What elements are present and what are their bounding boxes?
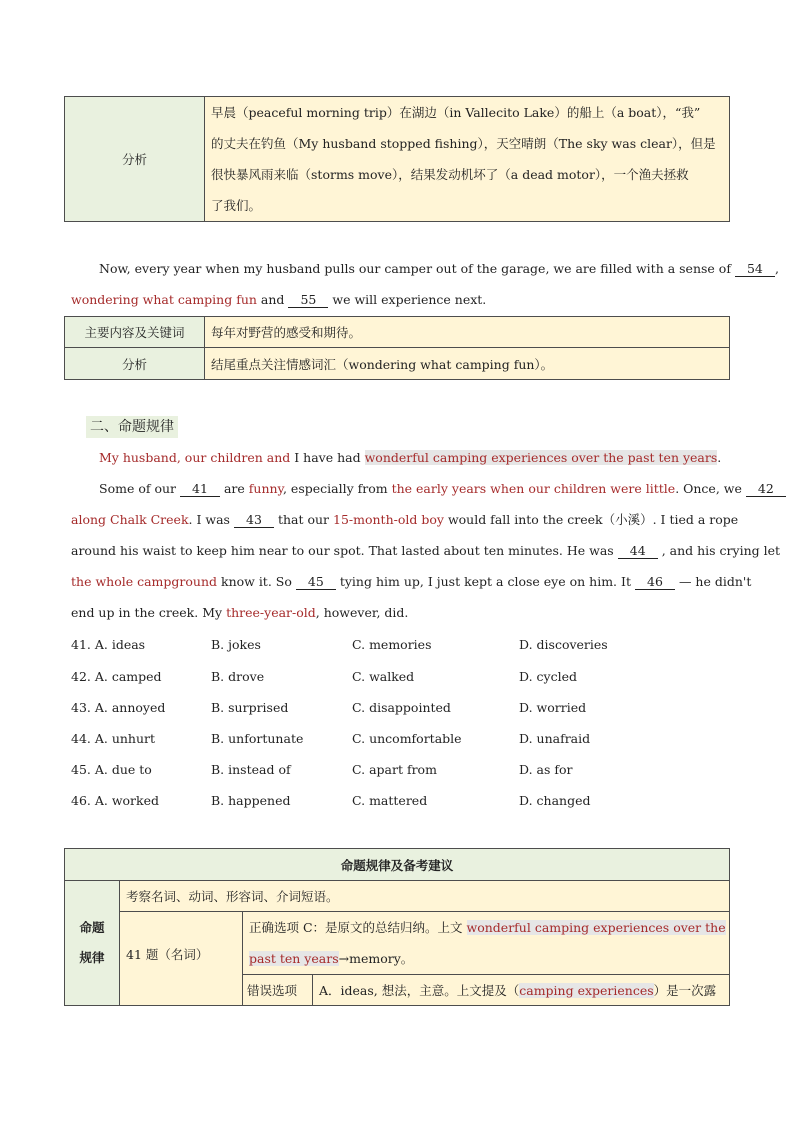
blank-42: 42 (746, 482, 786, 497)
option-d: D. changed (519, 793, 591, 808)
option-a: 46. A. worked (71, 793, 160, 808)
option-c: C. apart from (352, 762, 437, 777)
option-c: C. walked (352, 669, 415, 684)
analysis-label: 分析 (65, 97, 205, 222)
correct-option-text: 正确选项 C：是原文的总结归纳。上文 wonderful camping experiences over the past ten years→memory。 (243, 912, 730, 975)
analysis-table-1 (64, 96, 730, 222)
option-a: 44. A. unhurt (71, 731, 156, 746)
main-content-label: 主要内容及关键词 (65, 317, 205, 348)
analysis-label-2: 分析 (65, 348, 205, 380)
option-b: B. unfortunate (211, 731, 304, 746)
blank-43: 43 (234, 513, 274, 528)
passage-line-5: the whole campground know it. So 45 tying him up, I just kept a close eye on him. It 46 — he didn't (71, 574, 752, 589)
wrong-option-label: 错误选项 (243, 975, 313, 1006)
option-b: B. instead of (211, 762, 291, 777)
option-a: 42. A. camped (71, 669, 162, 684)
blank-54: 54 (735, 262, 775, 277)
passage-line-4: around his waist to keep him near to our spot. That lasted about ten minutes. He was 44 , and his crying let (71, 543, 781, 558)
blank-44: 44 (618, 544, 658, 559)
side-label: 命题 规律 (65, 881, 120, 1006)
option-c: C. memories (352, 637, 432, 652)
passage-line-6: end up in the creek. My three-year-old, however, did. (71, 605, 409, 620)
option-d: D. worried (519, 700, 587, 715)
option-b: B. happened (211, 793, 291, 808)
question-41-label: 41 题（名词） (120, 912, 243, 1006)
camper-paragraph-line-2: wondering what camping fun and 55 we will experience next. (71, 292, 487, 307)
passage-line-1: My husband, our children and I have had wonderful camping experiences over the past ten years. (99, 450, 722, 465)
option-b: B. drove (211, 669, 265, 684)
option-b: B. surprised (211, 700, 289, 715)
option-c: C. disappointed (352, 700, 451, 715)
blank-45: 45 (296, 575, 336, 590)
blank-41: 41 (180, 482, 220, 497)
table-header: 命题规律及备考建议 (65, 849, 730, 881)
pattern-table (64, 848, 730, 1006)
analysis-line: 了我们。 (211, 198, 262, 213)
pattern-row-1: 考察名词、动词、形容词、介词短语。 (120, 881, 730, 912)
section-title: 二、命题规律 (86, 416, 178, 438)
option-d: D. discoveries (519, 637, 608, 652)
analysis-line: 很快暴风雨来临（storms move），结果发动机坏了（a dead motor），一个渔夫拯救 (211, 167, 689, 182)
analysis-table-2 (64, 316, 730, 380)
option-d: D. cycled (519, 669, 577, 684)
main-content-text: 每年对野营的感受和期待。 (205, 317, 730, 348)
analysis-line: 的丈夫在钓鱼（My husband stopped fishing），天空晴朗（The sky was clear），但是 (211, 136, 716, 151)
highlight: wonderful camping experiences over the past ten years (364, 450, 718, 465)
analysis-line: 早晨（peaceful morning trip）在湖边（in Vallecito Lake）的船上（a boat），“我” (211, 105, 701, 120)
option-a: 43. A. annoyed (71, 700, 166, 715)
passage-line-2: Some of our 41 are funny, especially from the early years when our children were little. Once, we 42 (99, 479, 723, 499)
blank-55: 55 (288, 293, 328, 308)
option-a: 45. A. due to (71, 762, 152, 777)
wrong-option-text: A．ideas, 想法，主意。上文提及（camping experiences）是一次露 (313, 975, 730, 1006)
passage-line-3: along Chalk Creek. I was 43 that our 15-month-old boy would fall into the creek（小溪）. I tied a rope (71, 512, 739, 527)
option-c: C. uncomfortable (352, 731, 462, 746)
option-d: D. as for (519, 762, 573, 777)
option-d: D. unafraid (519, 731, 591, 746)
analysis-text (205, 97, 730, 222)
option-c: C. mattered (352, 793, 428, 808)
option-a: 41. A. ideas (71, 637, 146, 652)
analysis-text-2: 结尾重点关注情感词汇（wondering what camping fun）。 (205, 348, 730, 380)
option-b: B. jokes (211, 637, 261, 652)
blank-46: 46 (635, 575, 675, 590)
camper-paragraph-line-1: Now, every year when my husband pulls our camper out of the garage, we are filled with a sense of 54 , (99, 261, 779, 276)
